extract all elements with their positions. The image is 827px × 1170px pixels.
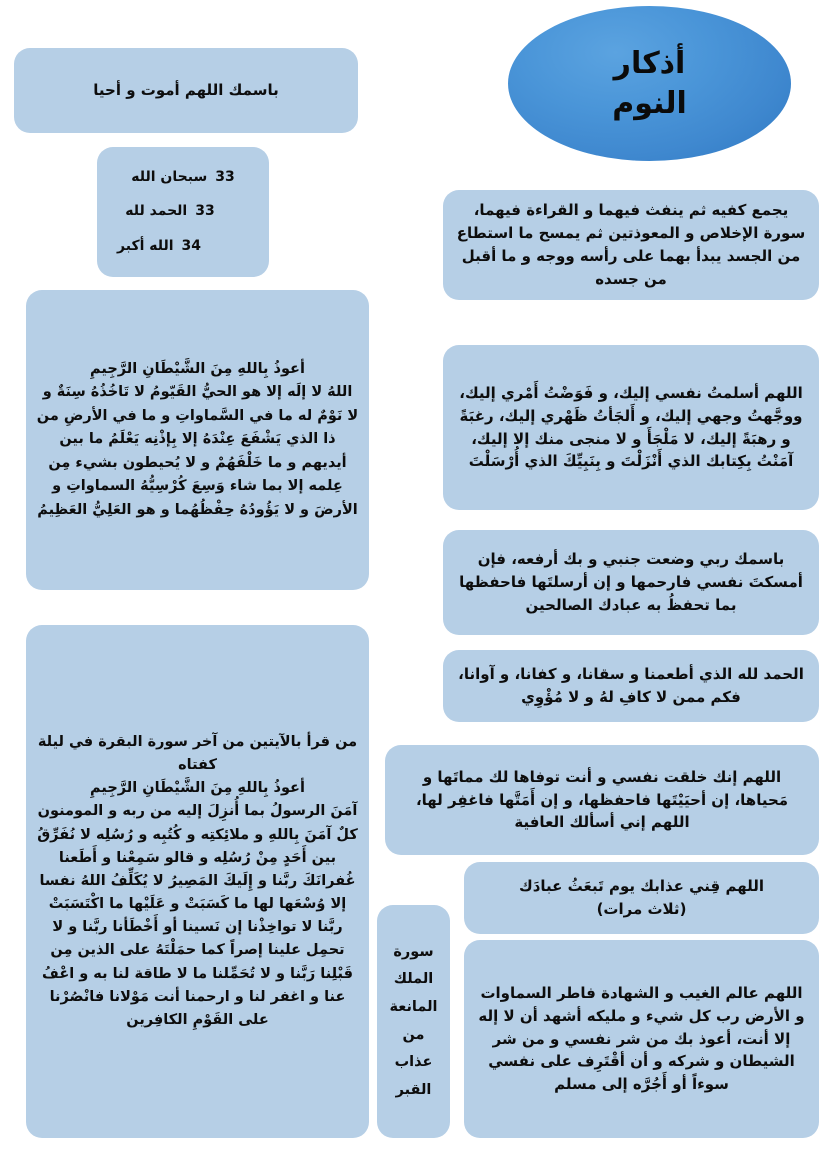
- khalaqta-nafsi-text: اللهم إنك خلقت نفسي و أنت توفاها لك مماتَها و مَحياها، إن أحيَيْتَها فاحفظها، و إن أَمَتَّها فاغفِر لها، اللهم إني أسألك العافية: [415, 767, 789, 832]
- surat-al-mulk-line: الملك: [393, 971, 434, 988]
- dhikr-card-alhamdulillah: [443, 650, 819, 722]
- tasbih-count: 33: [195, 203, 215, 220]
- dhikr-card-basmik: [14, 48, 358, 133]
- tasbih-row: [107, 167, 259, 188]
- tasbih-count: 33: [215, 168, 235, 185]
- alhamdulillah-text: الحمد لله الذي أطعمنا و سقانا، و كفانا، و آوانا، فكم ممن لا كافِ لهُ و لا مُؤْوِي: [458, 665, 804, 706]
- page-title-ellipse: [508, 6, 791, 161]
- baqara-istiadha: أعوذُ بِاللهِ مِنَ الشَّيْطَانِ الرَّجِيمِ: [90, 780, 305, 797]
- page-title-line-1: أذكار: [613, 45, 686, 81]
- qini-adhabak-repetition: (ثلاث مرات): [596, 900, 687, 918]
- tasbih-count: 34: [181, 238, 201, 255]
- tasbih-row: [94, 201, 272, 222]
- dhikr-card-tasbih-counts: [97, 147, 269, 277]
- surat-al-mulk-line: القبر: [395, 1081, 432, 1098]
- dhikr-basmik-text: باسمك اللهم أموت و أحيا: [93, 81, 279, 100]
- baqara-heading: من قرأ بالآيتين من آخر سورة البقرة في ليلة كفتاه: [37, 733, 358, 773]
- tasbih-label: الله أكبر: [117, 238, 174, 255]
- surat-al-mulk-line: من: [402, 1026, 425, 1043]
- dhikr-card-baqara-last-verses: [26, 625, 369, 1138]
- page-title-line-2: النوم: [612, 85, 687, 121]
- surat-al-mulk-line: عذاب: [394, 1054, 433, 1071]
- note-card-surat-al-mulk: [377, 905, 450, 1138]
- dhikr-card-khalaqta-nafsi: [385, 745, 819, 855]
- wada3tu-janbi-text: باسمك ربي وضعت جنبي و بك أرفعه، فإن أمسكتَ نفسي فارحمها و إن أرسلتَها فاحفظها بما تحفظُ به عبادك الصالحين: [459, 550, 803, 614]
- dhikr-card-qini-adhabak: [464, 862, 819, 934]
- surat-al-mulk-line: المانعة: [389, 998, 438, 1015]
- ruqyah-hands-text: يجمع كفيه ثم ينفث فيهما و القراءة فيهما، سورة الإخلاص و المعوذتين ثم يمسح ما استطاع من الجسد يبدأ بهما على رأسه ووجه و ما أقبل من جسده: [456, 201, 806, 288]
- dhikr-card-alim-ul-ghayb: [464, 940, 819, 1138]
- tasbih-label: الحمد لله: [125, 203, 188, 220]
- dhikr-card-ruqyah-hands: [443, 190, 819, 300]
- dhikr-card-wada3tu-janbi: [443, 530, 819, 635]
- tasbih-row: [83, 236, 283, 257]
- aslamtu-nafsi-text: اللهم أسلمتُ نفسي إليك، و فَوَضْتُ أَمْري إليك، ووجَّهتُ وجهي إليك، و أَلجَأتُ ظَهْري إليك، رغبَةً و رهبَةً إليك، لا مَلْجَأَ و لا منجى منك إلا إليك، آمَنْتُ بِكِتابك الذي أَنْزَلْتَ و بِنَبِيِّكَ الذي أُرْسَلْتَ: [459, 383, 803, 471]
- surat-al-mulk-line: سورة: [393, 943, 434, 960]
- qini-adhabak-text: اللهم قِني عذابك يوم تَبعَثُ عبادَك: [518, 877, 765, 896]
- dhikr-card-aslamtu-nafsi: [443, 345, 819, 510]
- alim-ul-ghayb-text: اللهم عالم الغيب و الشهادة فاطر السماوات و الأرض رب كل شيء و مليكه أشهد أن لا إله إلا أنت، أعوذ بك من شر نفسي و من شر الشيطان و شركه و أن أقْتَرِف على نفسي سوءاً أو أَجُرَّه إلى مسلم: [478, 984, 805, 1094]
- dhikr-card-ayat-al-kursi: [26, 290, 369, 590]
- ayat-al-kursi-istiadha: أعوذُ بِاللهِ مِنَ الشَّيْطَانِ الرَّجِيمِ: [90, 360, 305, 377]
- ayat-al-kursi-body: اللهُ لا إلَه إلا هو الحيُّ القَيّومُ لا تَاخُذُهُ سِنَةٌ و لا نَوْمٌ له ما في السَّماواتِ و ما في الأرضِ من ذا الذي يَشْفَعَ عِنْدَهُ إلا بِإذْنِه يَعْلَمُ ما بين أيديهم و ما خَلْفَهُمْ و لا يُحيطون بشيء مِن عِلمه إلا بما شاء وَسِعَ كُرْسِيُّهُ السماواتِ و الأرضَ و لا يَؤُودُهُ حِفْظُهُما و هو العَلِيُّ العَظِيمُ: [36, 384, 359, 518]
- tasbih-label: سبحان الله: [131, 168, 208, 185]
- baqara-body: آمَنَ الرسولُ بما أُنزِلَ إليه من ربه و المومنون كلٌ آمَنَ بِاللهِ و ملائِكتِه و كُتُبِه و رُسُلِه لا نُفَرِّقُ بين أَحَدٍ مِنْ رُسُلِه و قالو سَمِعْنا و أَطَعنا غُفرانَكَ ربَّنا و إِلَيكَ المَصِيرُ لا يُكَلِّفُ اللهُ نفسا إلا وُسْعَها لها ما كَسَبَتْ و عَلَيْها ما اكْتَسَبَتْ ربَّنا لا تواخِذْنا إن نَسينا أو أَخْطَأنا ربَّنا و لا تحمِل علينا إصراً كما حمَلْتَهُ على الذين مِن قَبْلِنا رَبَّنا و لا تُحَمِّلنا ما لا طاقة لنا به و اعْفُ عنا و اغفر لنا و ارحمنا أنت مَوْلانا فانْصُرْنا على القَوْمِ الكافِرين: [37, 803, 358, 1029]
